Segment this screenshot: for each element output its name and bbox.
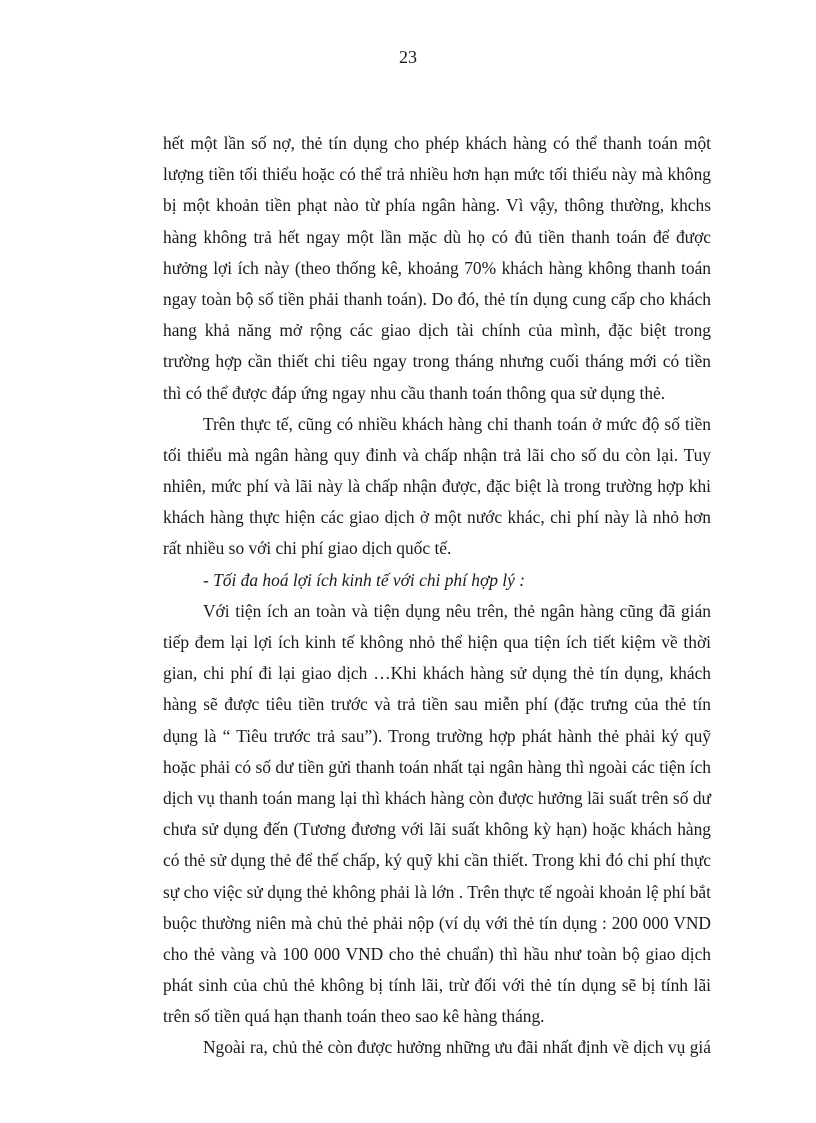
text-line: Với tiện ích an toàn và tiện dụng nêu trên, thẻ ngân hàng cũng đã gián [203,600,711,621]
text-line: bị một khoản tiền phạt nào từ phía ngân hàng. Vì vậy, thông thường, khchs [163,195,711,216]
text-line: hoặc phải có số dư tiền gửi thanh toán nhất tại ngân hàng thì ngoài các tiện ích [163,756,711,777]
page-number: 23 [399,47,417,67]
text-line: hàng không trả hết ngay một lần mặc dù họ có đủ tiền thanh toán để được [163,226,711,247]
text-line: hưởng lợi ích này (theo thống kê, khoảng 70% khách hàng không thanh toán [163,257,711,278]
text-line: sự cho việc sử dụng thẻ không phải là lớn . Trên thực tế ngoài khoản lệ phí bắt [163,881,711,902]
text-line: có thẻ sử dụng thẻ để thế chấp, ký quỹ khi cần thiết. Trong khi đó chi phí thực [163,850,711,871]
text-line: thì có thể được đáp ứng ngay nhu cầu thanh toán thông qua sử dụng thẻ. [163,382,666,403]
text-line: buộc thường niên mà chủ thẻ phải nộp (ví dụ với thẻ tín dụng : 200 000 VND [163,912,711,933]
text-line: tiếp đem lại lợi ích kinh tế không nhỏ thể hiện qua tiện ích tiết kiệm về thời [163,632,711,652]
text-line: phát sinh của chủ thẻ không bị tính lãi, trừ đối với thẻ tín dụng sẽ bị tính lãi [163,975,711,996]
text-line: Ngoài ra, chủ thẻ còn được hưởng những ưu đãi nhất định về dịch vụ giá [203,1037,711,1058]
text-line: khách hàng thực hiện các giao dịch ở một nước khác, chi phí này là nhỏ hơn [163,507,711,528]
text-line: tối thiểu mà ngân hàng quy đinh và chấp nhận trả lãi cho số du còn lại. Tuy [163,444,711,465]
body-text [163,128,711,1064]
text-line: hết một lần số nợ, thẻ tín dụng cho phép khách hàng có thể thanh toán một [163,133,711,153]
text-line: Trên thực tế, cũng có nhiều khách hàng chỉ thanh toán ở mức độ số tiền [203,413,711,434]
text-line: cho thẻ vàng và 100 000 VND cho thẻ chuẩn) thì hầu như toàn bộ giao dịch [163,943,711,964]
text-line: dụng là “ Tiêu trước trả sau”). Trong trường hợp phát hành thẻ phải ký quỹ [163,725,711,746]
text-line: rất nhiều so với chi phí giao dịch quốc tế. [163,538,452,559]
text-line: dịch vụ thanh toán mang lại thì khách hàng còn được hưởng lãi suất trên số dư [163,787,711,808]
text-line: gian, chi phí đi lại giao dịch …Khi khách hàng sử dụng thẻ tín dụng, khách [163,663,711,684]
text-line: chưa sử dụng đến (Tương đương với lãi suất không kỳ hạn) hoặc khách hàng [163,819,711,840]
text-line: hàng sẽ được tiêu tiền trước và trả tiền sau miễn phí (đặc trưng của thẻ tín [163,694,711,715]
text-line: ngay toàn bộ số tiền phải thanh toán). Do đó, thẻ tín dụng cung cấp cho khách [163,288,711,309]
section-heading: - Tối đa hoá lợi ích kinh tế với chi phí hợp lý : [203,569,525,590]
text-line: lượng tiền tối thiểu hoặc có thể trả nhiều hơn hạn mức tối thiểu này mà không [163,164,711,185]
text-line: trên số tiền quá hạn thanh toán theo sao kê hàng tháng. [163,1006,545,1027]
text-line: trường hợp cần thiết chi tiêu ngay trong tháng nhưng cuối tháng mới có tiền [163,351,711,372]
text-line: hang khả năng mở rộng các giao dịch tài chính của mình, đặc biệt trong [163,320,711,341]
text-line: nhiên, mức phí và lãi này là chấp nhận được, đặc biệt là trong trường hợp khi [163,476,711,497]
